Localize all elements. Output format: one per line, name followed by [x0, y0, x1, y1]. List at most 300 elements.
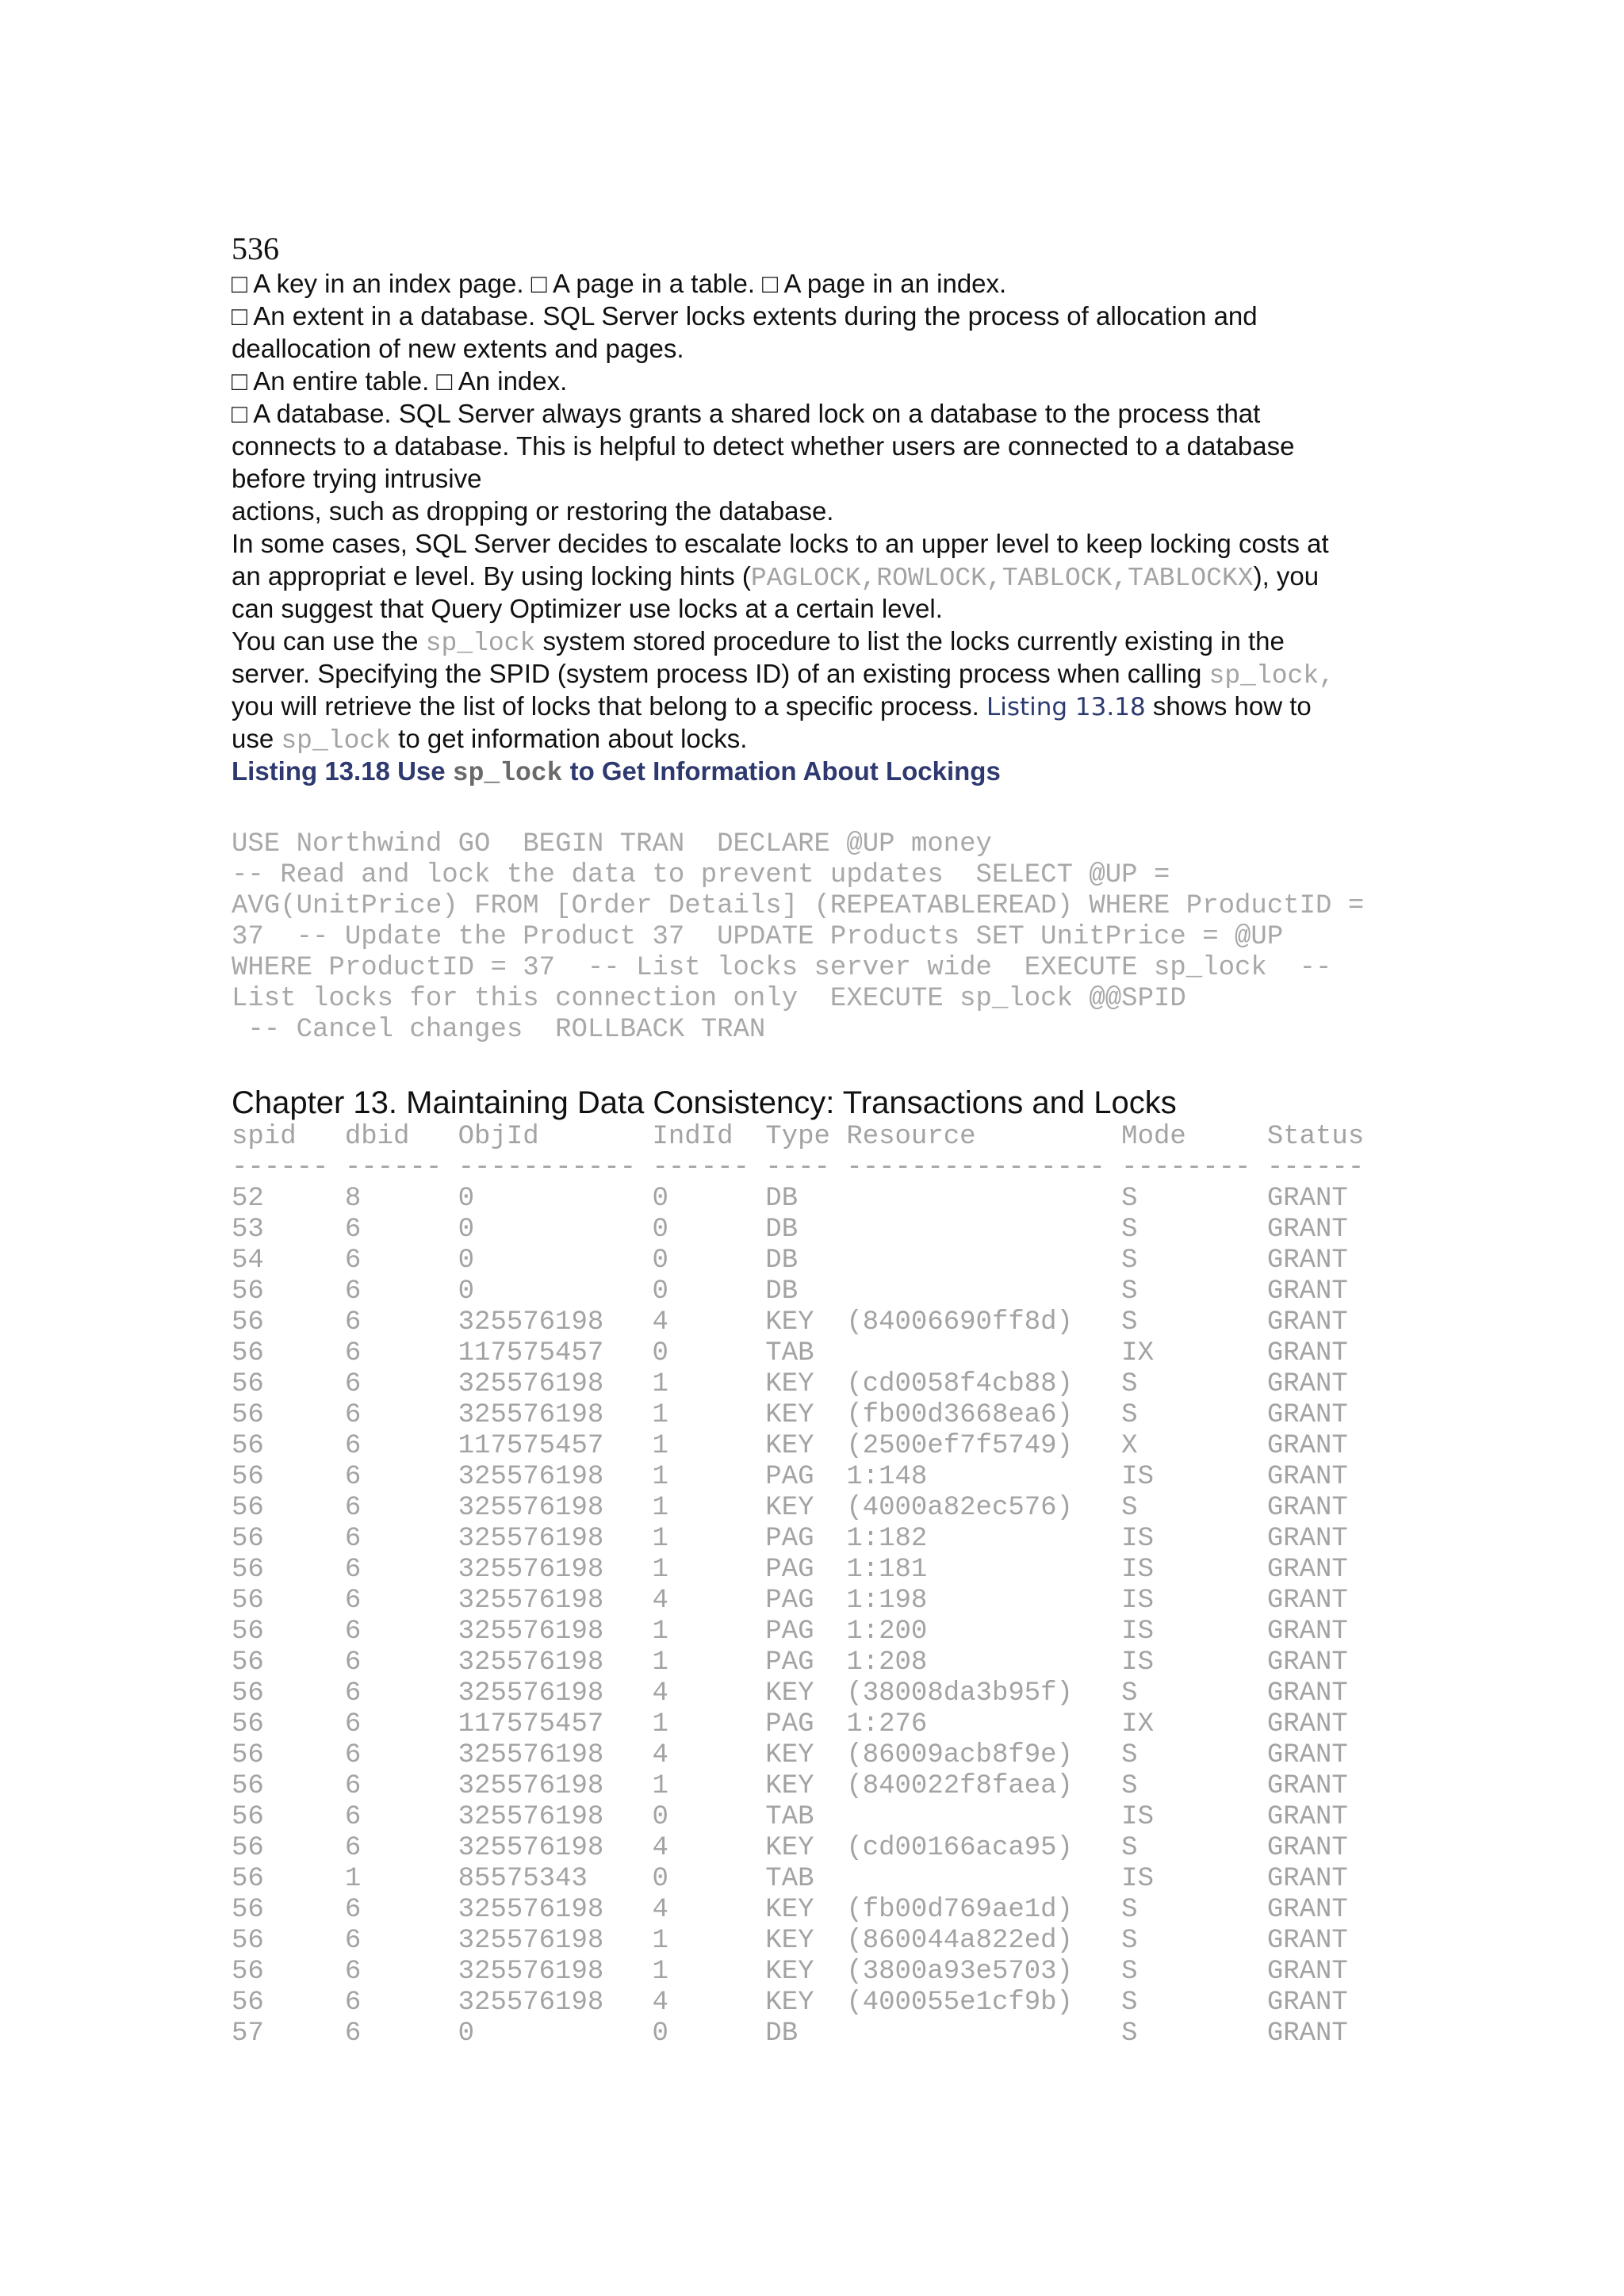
- paragraph-line: □ An entire table. □ An index.: [232, 366, 568, 396]
- table-row: [232, 1307, 1580, 1338]
- indid-cell: 1: [652, 1462, 668, 1492]
- table-row: [232, 2019, 1580, 2049]
- type-cell: DB: [765, 1276, 799, 1307]
- mode-cell: IS: [1121, 1647, 1154, 1678]
- paragraph-line: actions, such as dropping or restoring the database.: [232, 496, 834, 526]
- mode-cell: IS: [1121, 1864, 1154, 1894]
- status-cell: GRANT: [1266, 1307, 1348, 1337]
- code-line: USE Northwind GO BEGIN TRAN DECLARE @UP money: [232, 829, 992, 859]
- status-cell: GRANT: [1266, 2019, 1348, 2049]
- spid-cell: 56: [232, 1276, 264, 1307]
- indid-cell: 0: [652, 1276, 668, 1307]
- page-number: 536: [232, 231, 279, 266]
- spid-cell: 56: [232, 1400, 264, 1430]
- spid-cell: 56: [232, 1678, 264, 1709]
- listing-caption: [232, 755, 1580, 787]
- header-objid: ObjId: [458, 1122, 539, 1152]
- objid-cell: 325576198: [458, 1617, 604, 1647]
- table-row: [232, 1184, 1580, 1215]
- line-text: system stored procedure to list the locks currently existing in the: [535, 626, 1285, 656]
- status-cell: GRANT: [1266, 1864, 1348, 1894]
- status-cell: GRANT: [1266, 1586, 1348, 1616]
- dbid-cell: 6: [344, 1926, 362, 1956]
- objid-cell: 325576198: [458, 1555, 604, 1585]
- type-cell: DB: [765, 1246, 799, 1276]
- objid-cell: 117575457: [458, 1338, 604, 1368]
- spid-cell: 56: [232, 1586, 264, 1616]
- objid-cell: 325576198: [458, 1493, 604, 1523]
- spid-cell: 56: [232, 1369, 264, 1399]
- objid-cell: 325576198: [458, 1462, 604, 1492]
- inline-code-lock-hints: PAGLOCK,ROWLOCK,TABLOCK,TABLOCKX: [750, 564, 1254, 593]
- spid-cell: 56: [232, 1431, 264, 1461]
- objid-cell: 0: [458, 1184, 475, 1214]
- paragraph-line: [232, 560, 1580, 592]
- code-line: WHERE ProductID = 37 -- List locks server wide EXECUTE sp_lock --: [232, 953, 1332, 983]
- dbid-cell: 6: [344, 1215, 362, 1245]
- table-row: [232, 1276, 1580, 1307]
- type-cell: KEY: [765, 1988, 814, 2018]
- table-row: [232, 1524, 1580, 1555]
- objid-cell: 325576198: [458, 1369, 604, 1399]
- status-cell: GRANT: [1266, 1617, 1348, 1647]
- indid-cell: 4: [652, 1895, 668, 1925]
- dbid-cell: 6: [344, 1307, 362, 1337]
- body-text: [232, 267, 1580, 787]
- type-cell: KEY: [765, 1957, 814, 1987]
- mode-cell: IS: [1121, 1586, 1154, 1616]
- code-line: List locks for this connection only EXECUTE sp_lock @@SPID: [232, 984, 1186, 1014]
- document-page: [232, 231, 1580, 2049]
- objid-cell: 325576198: [458, 1740, 604, 1770]
- objid-cell: 117575457: [458, 1709, 604, 1739]
- dbid-cell: 8: [344, 1184, 362, 1214]
- resource-cell: (cd00166aca95): [846, 1833, 1073, 1863]
- mode-cell: IS: [1121, 1617, 1154, 1647]
- paragraph-line: deallocation of new extents and pages.: [232, 334, 684, 363]
- dbid-cell: 6: [344, 1771, 362, 1801]
- listing-cross-reference-link[interactable]: Listing 13.18: [986, 693, 1146, 721]
- objid-cell: 325576198: [458, 1988, 604, 2018]
- indid-cell: 1: [652, 1771, 668, 1801]
- mode-cell: IX: [1121, 1338, 1154, 1368]
- status-cell: GRANT: [1266, 1678, 1348, 1709]
- status-cell: GRANT: [1266, 1895, 1348, 1925]
- line-text: shows how to: [1145, 691, 1312, 721]
- status-cell: GRANT: [1266, 1833, 1348, 1863]
- spid-cell: 56: [232, 1493, 264, 1523]
- table-row: [232, 1431, 1580, 1462]
- dbid-cell: 6: [344, 1678, 362, 1709]
- caption-code-sp-lock: sp_lock: [452, 759, 563, 788]
- indid-cell: 4: [652, 1988, 668, 2018]
- table-row: [232, 1957, 1580, 1988]
- code-line: -- Read and lock the data to prevent updates SELECT @UP =: [232, 860, 1170, 890]
- resource-cell: (400055e1cf9b): [846, 1988, 1073, 2018]
- mode-cell: S: [1121, 1740, 1138, 1770]
- mode-cell: S: [1121, 1307, 1138, 1337]
- spid-cell: 57: [232, 2019, 264, 2049]
- status-cell: GRANT: [1266, 1369, 1348, 1399]
- table-row: [232, 1709, 1580, 1740]
- spid-cell: 56: [232, 1771, 264, 1801]
- status-cell: GRANT: [1266, 1647, 1348, 1678]
- mode-cell: IX: [1121, 1709, 1154, 1739]
- spid-cell: 53: [232, 1215, 264, 1245]
- indid-cell: 1: [652, 1369, 668, 1399]
- table-row: [232, 1400, 1580, 1431]
- indid-cell: 0: [652, 1864, 668, 1894]
- spid-cell: 56: [232, 1802, 264, 1832]
- dbid-cell: 6: [344, 1617, 362, 1647]
- header-resource: Resource: [846, 1122, 976, 1152]
- code-line: 37 -- Update the Product 37 UPDATE Products SET UnitPrice = @UP: [232, 922, 1284, 952]
- status-cell: GRANT: [1266, 1400, 1348, 1430]
- objid-cell: 325576198: [458, 1678, 604, 1709]
- indid-cell: 0: [652, 1338, 668, 1368]
- paragraph-line: connects to a database. This is helpful to detect whether users are connected to a database: [232, 431, 1295, 461]
- indid-cell: 0: [652, 2019, 668, 2049]
- caption-text: to Get Information About Lockings: [562, 756, 1001, 786]
- table-row: [232, 1926, 1580, 1957]
- dbid-cell: 6: [344, 1802, 362, 1832]
- inline-code-sp-lock: sp_lock: [281, 726, 391, 756]
- mode-cell: S: [1121, 1895, 1138, 1925]
- indid-cell: 1: [652, 1555, 668, 1585]
- mode-cell: IS: [1121, 1555, 1154, 1585]
- spid-cell: 56: [232, 1617, 264, 1647]
- spid-cell: 56: [232, 1555, 264, 1585]
- spid-cell: 56: [232, 1740, 264, 1770]
- type-cell: KEY: [765, 1493, 814, 1523]
- inline-code-sp-lock: sp_lock: [425, 629, 536, 658]
- spid-cell: 56: [232, 1957, 264, 1987]
- mode-cell: S: [1121, 1493, 1138, 1523]
- status-cell: GRANT: [1266, 1926, 1348, 1956]
- table-row: [232, 1493, 1580, 1524]
- resource-cell: (840022f8faea): [846, 1771, 1073, 1801]
- indid-cell: 0: [652, 1246, 668, 1276]
- table-row: [232, 1833, 1580, 1864]
- table-row: [232, 1215, 1580, 1246]
- spid-cell: 54: [232, 1246, 264, 1276]
- indid-cell: 1: [652, 1431, 668, 1461]
- type-cell: PAG: [765, 1647, 814, 1678]
- mode-cell: S: [1121, 1215, 1138, 1245]
- type-cell: DB: [765, 2019, 799, 2049]
- resource-cell: (86009acb8f9e): [846, 1740, 1073, 1770]
- type-cell: PAG: [765, 1555, 814, 1585]
- dbid-cell: 6: [344, 1647, 362, 1678]
- type-cell: KEY: [765, 1926, 814, 1956]
- indid-cell: 1: [652, 1957, 668, 1987]
- objid-cell: 325576198: [458, 1833, 604, 1863]
- status-cell: GRANT: [1266, 1740, 1348, 1770]
- indid-cell: 1: [652, 1647, 668, 1678]
- spid-cell: 56: [232, 1524, 264, 1554]
- dbid-cell: 1: [344, 1864, 362, 1894]
- mode-cell: S: [1121, 1400, 1138, 1430]
- mode-cell: S: [1121, 1276, 1138, 1307]
- paragraph-line: [232, 625, 1580, 657]
- type-cell: DB: [765, 1184, 799, 1214]
- status-cell: GRANT: [1266, 1276, 1348, 1307]
- type-cell: PAG: [765, 1586, 814, 1616]
- header-mode: Mode: [1121, 1122, 1186, 1152]
- dbid-cell: 6: [344, 1246, 362, 1276]
- line-text: to get information about locks.: [391, 724, 748, 753]
- indid-cell: 0: [652, 1184, 668, 1214]
- indid-cell: 1: [652, 1493, 668, 1523]
- objid-cell: 0: [458, 1215, 475, 1245]
- type-cell: PAG: [765, 1617, 814, 1647]
- dbid-cell: 6: [344, 1895, 362, 1925]
- type-cell: PAG: [765, 1709, 814, 1739]
- objid-cell: 325576198: [458, 1586, 604, 1616]
- objid-cell: 325576198: [458, 1926, 604, 1956]
- objid-cell: 325576198: [458, 1524, 604, 1554]
- indid-cell: 0: [652, 1215, 668, 1245]
- resource-cell: 1:198: [846, 1586, 928, 1616]
- mode-cell: S: [1121, 1833, 1138, 1863]
- indid-cell: 4: [652, 1678, 668, 1709]
- dbid-cell: 6: [344, 1988, 362, 2018]
- resource-cell: (fb00d769ae1d): [846, 1895, 1073, 1925]
- spid-cell: 56: [232, 1988, 264, 2018]
- status-cell: GRANT: [1266, 1493, 1348, 1523]
- code-listing: [232, 829, 1580, 1046]
- type-cell: KEY: [765, 1895, 814, 1925]
- type-cell: KEY: [765, 1400, 814, 1430]
- type-cell: TAB: [765, 1864, 814, 1894]
- resource-cell: 1:276: [846, 1709, 928, 1739]
- resource-cell: (84006690ff8d): [846, 1307, 1073, 1337]
- table-row: [232, 1369, 1580, 1400]
- lock-table: [232, 1122, 1580, 2049]
- line-text: You can use the: [232, 626, 426, 656]
- line-text: an appropriat e level. By using locking hints (: [232, 561, 751, 591]
- line-text: server. Specifying the SPID (system process ID) of an existing process when calling: [232, 659, 1209, 688]
- indid-cell: 1: [652, 1524, 668, 1554]
- mode-cell: S: [1121, 1771, 1138, 1801]
- objid-cell: 325576198: [458, 1895, 604, 1925]
- table-header-row: [232, 1122, 1580, 1153]
- resource-cell: (38008da3b95f): [846, 1678, 1073, 1709]
- table-header-rule: ------ ------ ----------- ------ ---- ---------------- -------- ------: [232, 1153, 1365, 1183]
- dbid-cell: 6: [344, 1400, 362, 1430]
- indid-cell: 4: [652, 1833, 668, 1863]
- status-cell: GRANT: [1266, 1184, 1348, 1214]
- table-row: [232, 1771, 1580, 1802]
- table-row: [232, 1802, 1580, 1833]
- objid-cell: 325576198: [458, 1802, 604, 1832]
- status-cell: GRANT: [1266, 1215, 1348, 1245]
- indid-cell: 4: [652, 1586, 668, 1616]
- mode-cell: IS: [1121, 1802, 1154, 1832]
- paragraph-line: [232, 690, 1580, 722]
- line-text: ), you: [1253, 561, 1320, 591]
- table-row: [232, 1338, 1580, 1369]
- table-row: [232, 1740, 1580, 1771]
- type-cell: PAG: [765, 1524, 814, 1554]
- type-cell: KEY: [765, 1431, 814, 1461]
- mode-cell: S: [1121, 1184, 1138, 1214]
- chapter-title: Chapter 13. Maintaining Data Consistency: Transactions and Locks: [232, 1085, 1177, 1120]
- paragraph-line: before trying intrusive: [232, 464, 482, 493]
- table-row: [232, 1555, 1580, 1586]
- type-cell: TAB: [765, 1802, 814, 1832]
- indid-cell: 4: [652, 1740, 668, 1770]
- dbid-cell: 6: [344, 1586, 362, 1616]
- objid-cell: 0: [458, 1276, 475, 1307]
- table-row: [232, 1462, 1580, 1493]
- spid-cell: 56: [232, 1833, 264, 1863]
- resource-cell: 1:200: [846, 1617, 928, 1647]
- lock-table-body: [232, 1184, 1580, 2049]
- type-cell: TAB: [765, 1338, 814, 1368]
- table-row: [232, 1895, 1580, 1926]
- status-cell: GRANT: [1266, 1246, 1348, 1276]
- mode-cell: X: [1121, 1431, 1138, 1461]
- table-row: [232, 1647, 1580, 1678]
- spid-cell: 56: [232, 1338, 264, 1368]
- paragraph-line: □ A database. SQL Server always grants a shared lock on a database to the process that: [232, 399, 1261, 428]
- status-cell: GRANT: [1266, 1462, 1348, 1492]
- objid-cell: 117575457: [458, 1431, 604, 1461]
- mode-cell: S: [1121, 1678, 1138, 1709]
- resource-cell: 1:208: [846, 1647, 928, 1678]
- status-cell: GRANT: [1266, 1709, 1348, 1739]
- dbid-cell: 6: [344, 1338, 362, 1368]
- status-cell: GRANT: [1266, 1431, 1348, 1461]
- table-row: [232, 1586, 1580, 1617]
- status-cell: GRANT: [1266, 1988, 1348, 2018]
- caption-text: Listing 13.18 Use: [232, 756, 453, 786]
- type-cell: DB: [765, 1215, 799, 1245]
- type-cell: KEY: [765, 1678, 814, 1709]
- dbid-cell: 6: [344, 1369, 362, 1399]
- header-indid: IndId: [652, 1122, 733, 1152]
- indid-cell: 1: [652, 1709, 668, 1739]
- type-cell: KEY: [765, 1369, 814, 1399]
- paragraph-line: [232, 722, 1580, 755]
- line-text: you will retrieve the list of locks that belong to a specific process.: [232, 691, 986, 721]
- objid-cell: 85575343: [458, 1864, 588, 1894]
- mode-cell: S: [1121, 1926, 1138, 1956]
- table-row: [232, 1678, 1580, 1709]
- indid-cell: 0: [652, 1802, 668, 1832]
- header-dbid: dbid: [344, 1122, 410, 1152]
- dbid-cell: 6: [344, 1276, 362, 1307]
- code-line: -- Cancel changes ROLLBACK TRAN: [232, 1015, 766, 1045]
- status-cell: GRANT: [1266, 1524, 1348, 1554]
- header-status: Status: [1266, 1122, 1365, 1152]
- resource-cell: (fb00d3668ea6): [846, 1400, 1073, 1430]
- mode-cell: IS: [1121, 1524, 1154, 1554]
- table-row: [232, 1246, 1580, 1276]
- mode-cell: S: [1121, 1246, 1138, 1276]
- mode-cell: S: [1121, 1988, 1138, 2018]
- paragraph-line: can suggest that Query Optimizer use locks at a certain level.: [232, 594, 943, 623]
- type-cell: KEY: [765, 1771, 814, 1801]
- dbid-cell: 6: [344, 1555, 362, 1585]
- indid-cell: 1: [652, 1926, 668, 1956]
- dbid-cell: 6: [344, 1524, 362, 1554]
- paragraph-line: [232, 657, 1580, 690]
- paragraph-line: □ A key in an index page. □ A page in a table. □ A page in an index.: [232, 269, 1007, 298]
- paragraph-line: □ An extent in a database. SQL Server locks extents during the process of allocation and: [232, 301, 1258, 331]
- resource-cell: (cd0058f4cb88): [846, 1369, 1073, 1399]
- dbid-cell: 6: [344, 1462, 362, 1492]
- status-cell: GRANT: [1266, 1802, 1348, 1832]
- resource-cell: 1:182: [846, 1524, 928, 1554]
- objid-cell: 325576198: [458, 1400, 604, 1430]
- objid-cell: 325576198: [458, 1307, 604, 1337]
- type-cell: KEY: [765, 1307, 814, 1337]
- mode-cell: S: [1121, 2019, 1138, 2049]
- type-cell: KEY: [765, 1740, 814, 1770]
- resource-cell: (3800a93e5703): [846, 1957, 1073, 1987]
- resource-cell: 1:148: [846, 1462, 928, 1492]
- header-type: Type: [765, 1122, 830, 1152]
- spid-cell: 56: [232, 1647, 264, 1678]
- indid-cell: 4: [652, 1307, 668, 1337]
- objid-cell: 0: [458, 2019, 475, 2049]
- spid-cell: 56: [232, 1864, 264, 1894]
- type-cell: KEY: [765, 1833, 814, 1863]
- dbid-cell: 6: [344, 1833, 362, 1863]
- objid-cell: 325576198: [458, 1647, 604, 1678]
- paragraph-line: In some cases, SQL Server decides to escalate locks to an upper level to keep locking costs at: [232, 529, 1329, 558]
- dbid-cell: 6: [344, 1957, 362, 1987]
- dbid-cell: 6: [344, 2019, 362, 2049]
- resource-cell: (860044a822ed): [846, 1926, 1073, 1956]
- spid-cell: 52: [232, 1184, 264, 1214]
- header-spid: spid: [232, 1122, 297, 1152]
- indid-cell: 1: [652, 1400, 668, 1430]
- status-cell: GRANT: [1266, 1957, 1348, 1987]
- dbid-cell: 6: [344, 1740, 362, 1770]
- objid-cell: 325576198: [458, 1771, 604, 1801]
- mode-cell: S: [1121, 1369, 1138, 1399]
- resource-cell: (4000a82ec576): [846, 1493, 1073, 1523]
- code-line: AVG(UnitPrice) FROM [Order Details] (REPEATABLEREAD) WHERE ProductID =: [232, 891, 1365, 921]
- status-cell: GRANT: [1266, 1555, 1348, 1585]
- dbid-cell: 6: [344, 1493, 362, 1523]
- table-row: [232, 1617, 1580, 1647]
- status-cell: GRANT: [1266, 1338, 1348, 1368]
- spid-cell: 56: [232, 1307, 264, 1337]
- objid-cell: 0: [458, 1246, 475, 1276]
- spid-cell: 56: [232, 1926, 264, 1956]
- table-row: [232, 1988, 1580, 2019]
- table-row: [232, 1864, 1580, 1895]
- line-text: use: [232, 724, 282, 753]
- objid-cell: 325576198: [458, 1957, 604, 1987]
- inline-code-sp-lock: sp_lock,: [1208, 661, 1335, 691]
- mode-cell: S: [1121, 1957, 1138, 1987]
- spid-cell: 56: [232, 1462, 264, 1492]
- status-cell: GRANT: [1266, 1771, 1348, 1801]
- type-cell: PAG: [765, 1462, 814, 1492]
- mode-cell: IS: [1121, 1462, 1154, 1492]
- spid-cell: 56: [232, 1709, 264, 1739]
- dbid-cell: 6: [344, 1431, 362, 1461]
- resource-cell: (2500ef7f5749): [846, 1431, 1073, 1461]
- resource-cell: 1:181: [846, 1555, 928, 1585]
- indid-cell: 1: [652, 1617, 668, 1647]
- spid-cell: 56: [232, 1895, 264, 1925]
